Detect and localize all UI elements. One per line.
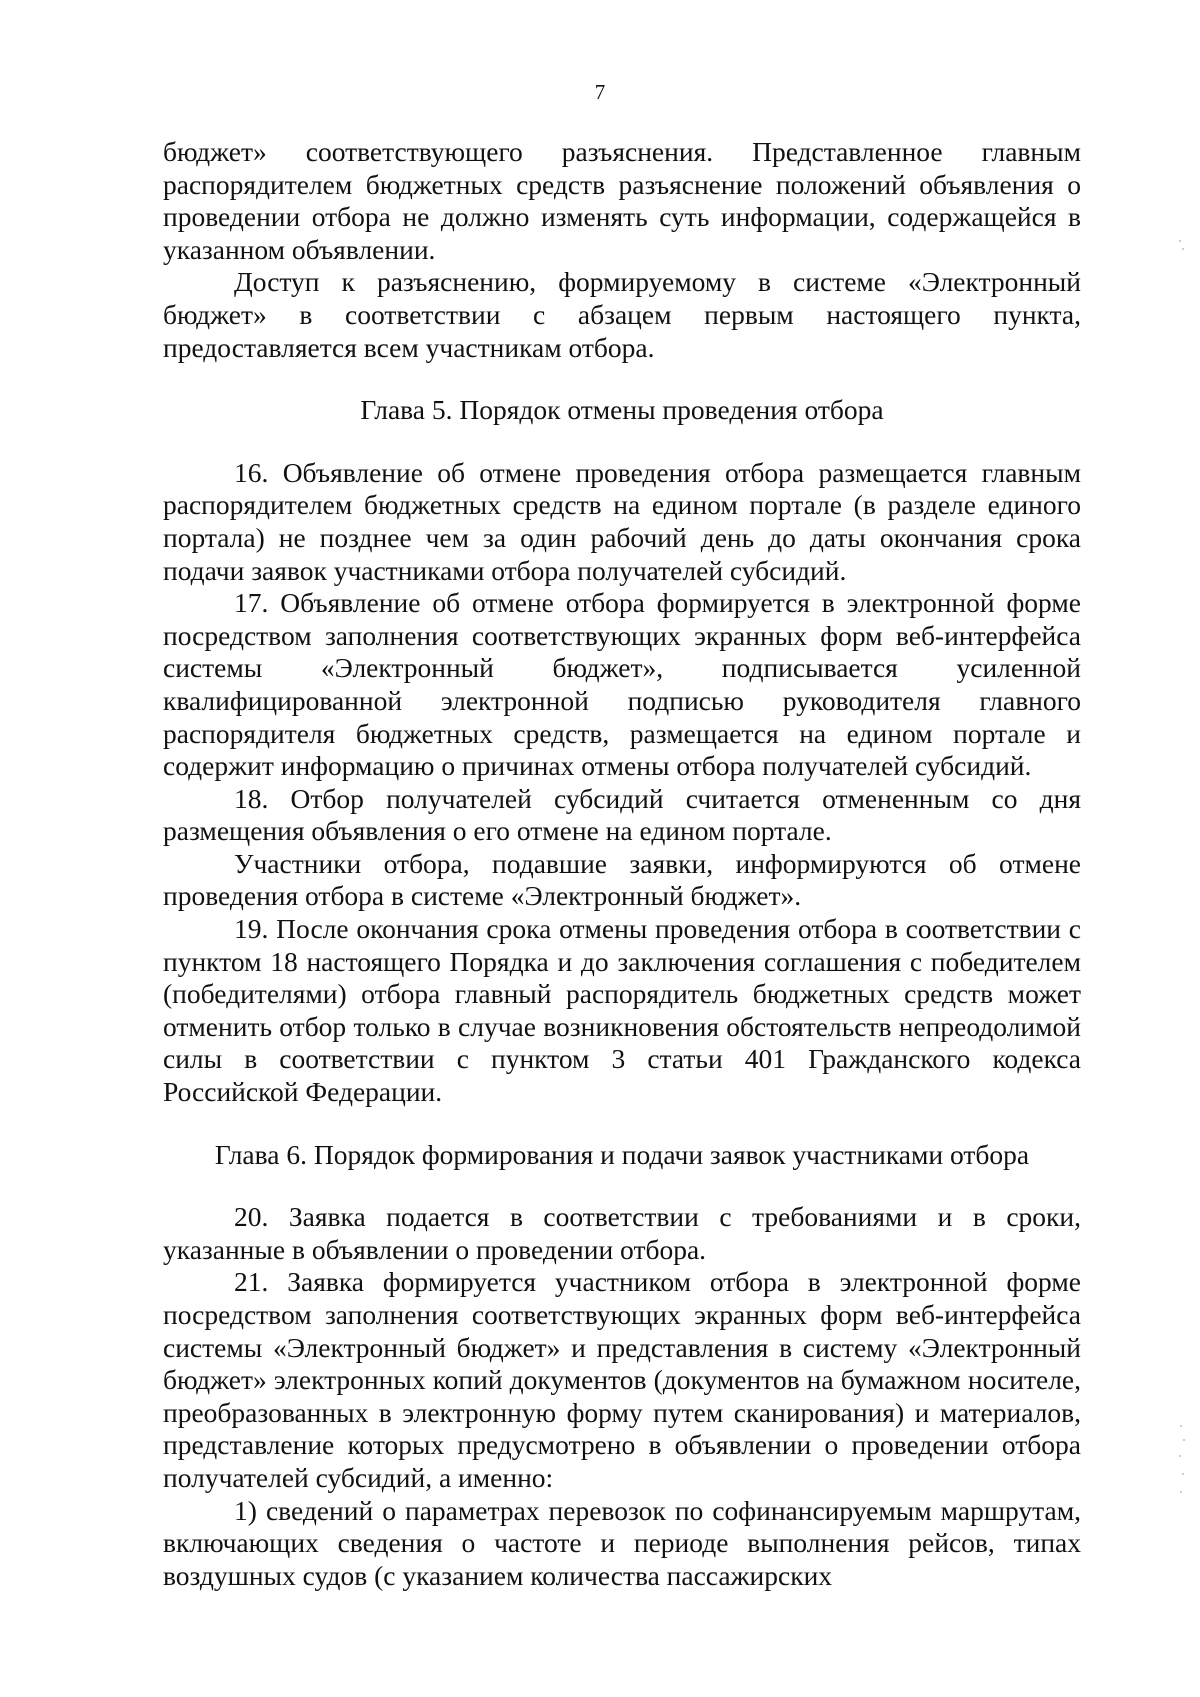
paragraph-17: 17. Объявление об отмене отбора формируется в электронной форме посредством заполнения соответствующих экранных форм веб-интерфейса системы «Электронный бюджет», подписывается усиленной квалифицированной электронной подписью руководителя главного распорядителя бюджетных средств, размещается на едином портале и содержит информацию о причинах отмены отбора получателей субсидий. [163,587,1081,782]
scan-specks-top [1178,238,1186,278]
paragraph-21-item-1: 1) сведений о параметрах перевозок по софинансируемым маршрутам, включающих сведения о частоте и периоде выполнения рейсов, типах воздушных судов (с указанием количества пассажирских [163,1494,1081,1591]
paragraph-18-participants: Участники отбора, подавшие заявки, информируются об отмене проведения отбора в системе «Электронный бюджет». [163,847,1081,912]
paragraph-18: 18. Отбор получателей субсидий считается отмененным со дня размещения объявления о его отмене на едином портале. [163,782,1081,847]
document-body [163,136,1081,1592]
chapter-6-heading: Глава 6. Порядок формирования и подачи заявок участниками отбора [214,1138,1030,1170]
scan-specks-bottom [1178,1425,1186,1515]
paragraph-20: 20. Заявка подается в соответствии с требованиями и в сроки, указанные в объявлении о проведении отбора. [163,1201,1081,1265]
paragraph-19: 19. После окончания срока отмены проведения отбора в соответствии с пунктом 18 настоящего Порядка и до заключения соглашения с победителем (победителями) отбора главный распорядитель бюджетных средств может отменить отбор только в случае возникновения обстоятельств непреодолимой силы в соответствии с пунктом 3 статьи 401 Гражданского кодекса Российской Федерации. [163,913,1081,1108]
paragraph-16: 16. Объявление об отмене проведения отбора размещается главным распорядителем бюджетных средств на едином портале (в разделе единого портала) не позднее чем за один рабочий день до даты окончания срока подачи заявок участниками отбора получателей субсидий. [163,456,1081,586]
page-number: 7 [594,80,606,104]
paragraph-21: 21. Заявка формируется участником отбора в электронной форме посредством заполнения соответствующих экранных форм веб-интерфейса системы «Электронный бюджет» и представления в систему «Электронный бюджет» электронных копий документов (документов на бумажном носителе, преобразованных в электронную форму путем сканирования) и материалов, представление которых предусмотрено в объявлении о проведении отбора получателей субсидий, а именно: [163,1266,1081,1493]
paragraph-clarification-access: Доступ к разъяснению, формируемому в системе «Электронный бюджет» в соответствии с абзацем первым настоящего пункта, предоставляется всем участникам отбора. [163,266,1081,363]
paragraph-clarification-end: бюджет» соответствующего разъяснения. Представленное главным распорядителем бюджетных средств разъяснение положений объявления о проведении отбора не должно изменять суть информации, содержащейся в указанном объявлении. [163,136,1081,265]
chapter-5-heading: Глава 5. Порядок отмены проведения отбора [360,394,884,426]
